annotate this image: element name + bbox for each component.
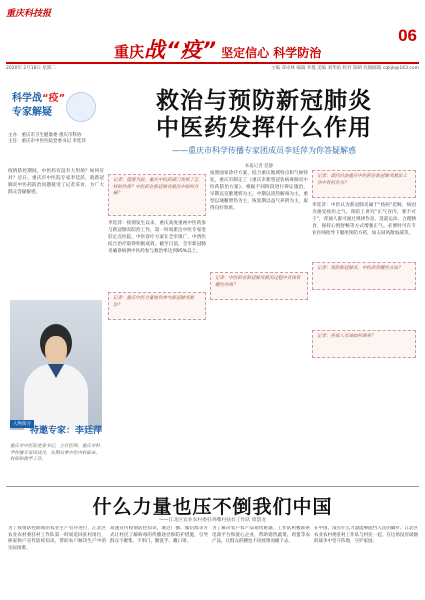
bottom-subtitle: ——江北区农业农村委驻鸡嘴村扶贫工作队 周慧龙 xyxy=(158,518,267,523)
reporter-credit: 本报记者 范静 xyxy=(244,164,274,169)
headline-subtitle: ——重庆市科学传播专家团成员李廷萍为你答疑解惑 xyxy=(172,146,356,155)
banner-fight: 战“疫” xyxy=(144,38,218,62)
column-tag xyxy=(8,88,100,128)
tag-line1: 科学战 xyxy=(12,93,42,104)
tag-quote: “疫” xyxy=(42,93,66,104)
lead-paragraph: 疫情防控期间，中医药有没有大用场？如何应对？近日，重庆市中医院专家李廷萍，就新冠肺炎中医药防治问题接受了记者采访，为广大群众答疑解惑。 xyxy=(8,169,104,195)
body-column-2: 李廷萍：疫情发生以来，重庆高度重视中医药参与新冠肺炎防治工作，第一时间派出中医专家进驻定点医院，中医诊疗方案在全市推广，中西医结合治疗取得积极成效。截至目前，全市新冠肺炎确诊病例中医药参与救治率达到95%以上。 xyxy=(108,221,206,254)
bottom-column-3: 为了解决农户农产品销售难题，工作队积极联系电商平台和爱心企业，帮助销售蔬菜、鸡蛋等农产品，让群众的腰包不因疫情而瘪下去。 xyxy=(212,526,310,545)
date-line: 2020年 2月18日 星期二 xyxy=(6,66,56,71)
banner-place: 重庆 xyxy=(114,43,145,61)
question-box-3: 记者：中医药在新冠肺炎救治过程中具体有哪些作用？ xyxy=(210,272,308,300)
masthead xyxy=(0,0,425,62)
expert-badge: 人物简介 xyxy=(10,420,34,428)
bottom-column-4: 在中国，没有什么力量能够阻挡人民的脚步。江北区农业农村委驻村工作队与村民一起，在这场没有硝烟的战争中坚守阵地，守护家园。 xyxy=(314,526,418,545)
masthead-divider xyxy=(6,62,419,64)
question-box-4: 记者：请问目前重庆中医药在新冠肺炎救治工作中有何作为？ xyxy=(312,170,416,198)
info-block: 主办：重庆市卫生健康委 重庆市科协 主任：重庆市中医医院党委书记 李廷萍 xyxy=(8,133,86,144)
tag-line2: 专家解疑 xyxy=(12,107,52,118)
bottom-headline: 什么力量也压不倒我们中国 xyxy=(92,496,333,518)
tag-circle-icon xyxy=(66,92,96,122)
banner-slogan: 坚定信心 科学防治 xyxy=(221,46,322,60)
body-column-4: 李廷萍：中医认为新冠肺炎属于“疫病”范畴，病因为感受疫疠之气。预防上讲究“正气存内，邪不可干”，普通人群可通过规律作息、适量运动、合理膳食、保持心情舒畅等方式增强正气。必要时可在专业医师指导下服用预防方药，如玉屏风散加减等。 xyxy=(312,203,416,236)
headline-line1: 救治与预防新冠肺炎 xyxy=(156,88,372,114)
question-box-5: 记者：预防新冠肺炎，中医药有哪些方法？ xyxy=(312,262,416,290)
section-divider xyxy=(6,486,419,487)
expert-photo xyxy=(10,300,102,430)
question-box-6: 记者：居家人员该如何调养？ xyxy=(312,330,416,358)
headline-line2: 中医药发挥什么作用 xyxy=(156,115,372,141)
bottom-column-2: 高速宣传疫情防控知识，通过广播、微信群等方式让村民了解病毒的传播途径和防护措施，引导群众不聚集、不串门，勤洗手、戴口罩。 xyxy=(110,526,208,545)
page-number: 06 xyxy=(398,26,417,45)
page-banner xyxy=(114,34,321,64)
bottom-column-1: 为了疫情防控期间的农业生产有序进行，江北区农业农村委驻村工作队第一时间返回驻村岗位，挨家挨户宣传防疫知识，帮助农户解决生产中的实际困难。 xyxy=(8,526,106,551)
question-box-1: 记者：疫情当前，重庆中医药部门发挥了怎样的作用？中医药在新冠肺炎救治中如何开展？ xyxy=(108,174,206,216)
expert-name: 特邀专家：李廷萍 xyxy=(30,426,103,436)
editor-line: 主编 邓卓林 编辑 李蔓 美编 刘华焰 校对 陈晴 投稿邮箱 cqkjb@163.com xyxy=(270,66,419,71)
expert-intro: 重庆市中医院党委书记，主任医师，重庆市科学传播专家团成员，长期从事中医内科临床、科研和教学工作。 xyxy=(10,444,100,462)
photo-face-shape xyxy=(45,336,67,364)
question-box-2: 记者：重庆中医力量如何参与新冠肺炎救治？ xyxy=(108,292,206,320)
meta-row xyxy=(6,65,419,73)
paper-name: 重庆科技报 xyxy=(6,9,52,19)
article-headline xyxy=(108,88,420,156)
body-column-3: 按照国家诊疗方案，结合重庆地域特点和气候特征，重庆市制定了《重庆市新型冠状病毒肺炎中医药防治方案》，根据不同阶段进行辨证施治，早期以宣肺透邪为主，中期以清热解毒为主，重型以通腑泄热为主，恢复期以益气养阴为主，取得良好效果。 xyxy=(210,171,308,211)
